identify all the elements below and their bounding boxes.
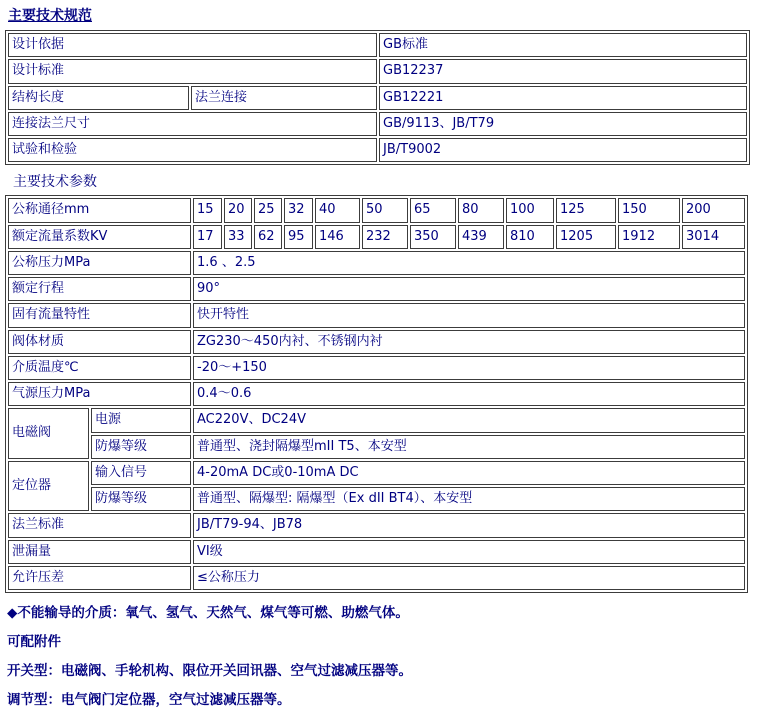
kv-cell: 1205 [556,225,616,249]
param-row [8,251,745,275]
section-title-parameters: 主要技术参数 [13,174,97,191]
kv-cell: 95 [284,225,313,249]
param-row [8,513,745,537]
kv-cell: 350 [410,225,456,249]
row-value: 1.6 、2.5 [193,251,745,275]
param-row [8,356,745,380]
note-regulating-type: 调节型：电气阀门定位器，空气过滤减压器等。 [7,692,291,708]
spec-row [8,138,747,162]
dn-cell: 65 [410,198,456,222]
row-value: -20～+150 [193,356,745,380]
row-label: 介质温度℃ [8,356,191,380]
param-row [8,540,745,564]
row-label: 结构长度 [8,86,189,110]
row-value: 4-20mA DC或0-10mA DC [193,461,745,485]
sub-label: 输入信号 [91,461,191,485]
param-row-group [8,487,745,511]
dn-cell: 200 [682,198,745,222]
spec-row [8,86,747,110]
row-sublabel: 法兰连接 [191,86,377,110]
param-row [8,277,745,301]
spec-row [8,33,747,57]
row-label: 气源压力MPa [8,382,191,406]
note-switch-type: 开关型：电磁阀、手轮机构、限位开关回讯器、空气过滤减压器等。 [7,663,412,679]
dn-cell: 150 [618,198,680,222]
row-label: 固有流量特性 [8,303,191,327]
param-row [8,303,745,327]
sub-label: 电源 [91,408,191,432]
group-label: 电磁阀 [8,408,89,459]
param-row-group [8,435,745,459]
row-value: AC220V、DC24V [193,408,745,432]
row-label: 设计依据 [8,33,377,57]
dn-cell: 25 [254,198,282,222]
footnotes [7,601,768,708]
row-value: JB/T9002 [379,138,747,162]
row-value: ZG230～450内衬、不锈钢内衬 [193,330,745,354]
sub-label: 防爆等级 [91,435,191,459]
param-row [8,330,745,354]
row-value: ≤公称压力 [193,566,745,590]
spec-table [5,30,750,165]
kv-cell: 1912 [618,225,680,249]
row-label: 设计标准 [8,59,377,83]
dn-cell: 15 [193,198,222,222]
row-value: GB12221 [379,86,747,110]
kv-cell: 439 [458,225,504,249]
row-label: 额定流量系数KV [8,225,191,249]
dn-cell: 125 [556,198,616,222]
param-row-group [8,408,745,432]
note-accessories-title: 可配附件 [7,634,61,650]
kv-cell: 3014 [682,225,745,249]
row-value: GB/9113、JB/T79 [379,112,747,136]
row-value: 普通型、隔爆型: 隔爆型（Ex dII BT4）、本安型 [193,487,745,511]
dn-cell: 50 [362,198,408,222]
kv-cell: 62 [254,225,282,249]
kv-cell: 232 [362,225,408,249]
row-value: 0.4～0.6 [193,382,745,406]
dn-cell: 32 [284,198,313,222]
row-value: JB/T79-94、JB78 [193,513,745,537]
kv-cell: 810 [506,225,554,249]
row-label: 法兰标准 [8,513,191,537]
row-value: GB标准 [379,33,747,57]
kv-cell: 146 [315,225,360,249]
row-value: VI级 [193,540,745,564]
group-label: 定位器 [8,461,89,512]
kv-cell: 33 [224,225,252,249]
note-media-restriction: ◆不能输导的介质：氧气、氢气、天然气、煤气等可燃、助燃气体。 [7,605,409,621]
dn-cell: 20 [224,198,252,222]
row-value: 90° [193,277,745,301]
row-label: 泄漏量 [8,540,191,564]
row-label: 公称压力MPa [8,251,191,275]
row-label: 阀体材质 [8,330,191,354]
dn-cell: 40 [315,198,360,222]
row-label: 连接法兰尺寸 [8,112,377,136]
dn-cell: 100 [506,198,554,222]
kv-cell: 17 [193,225,222,249]
param-table [5,195,748,593]
param-row-dn [8,198,745,222]
row-value: 普通型、浇封隔爆型mII T5、本安型 [193,435,745,459]
param-row-kv [8,225,745,249]
param-row [8,566,745,590]
sub-label: 防爆等级 [91,487,191,511]
row-label: 允许压差 [8,566,191,590]
row-value: 快开特性 [193,303,745,327]
doc-title: 主要技术规范 [8,8,92,24]
spec-row [8,112,747,136]
spec-row [8,59,747,83]
row-value: GB12237 [379,59,747,83]
param-row [8,382,745,406]
row-label: 公称通径mm [8,198,191,222]
row-label: 试验和检验 [8,138,377,162]
dn-cell: 80 [458,198,504,222]
row-label: 额定行程 [8,277,191,301]
param-row-group [8,461,745,485]
